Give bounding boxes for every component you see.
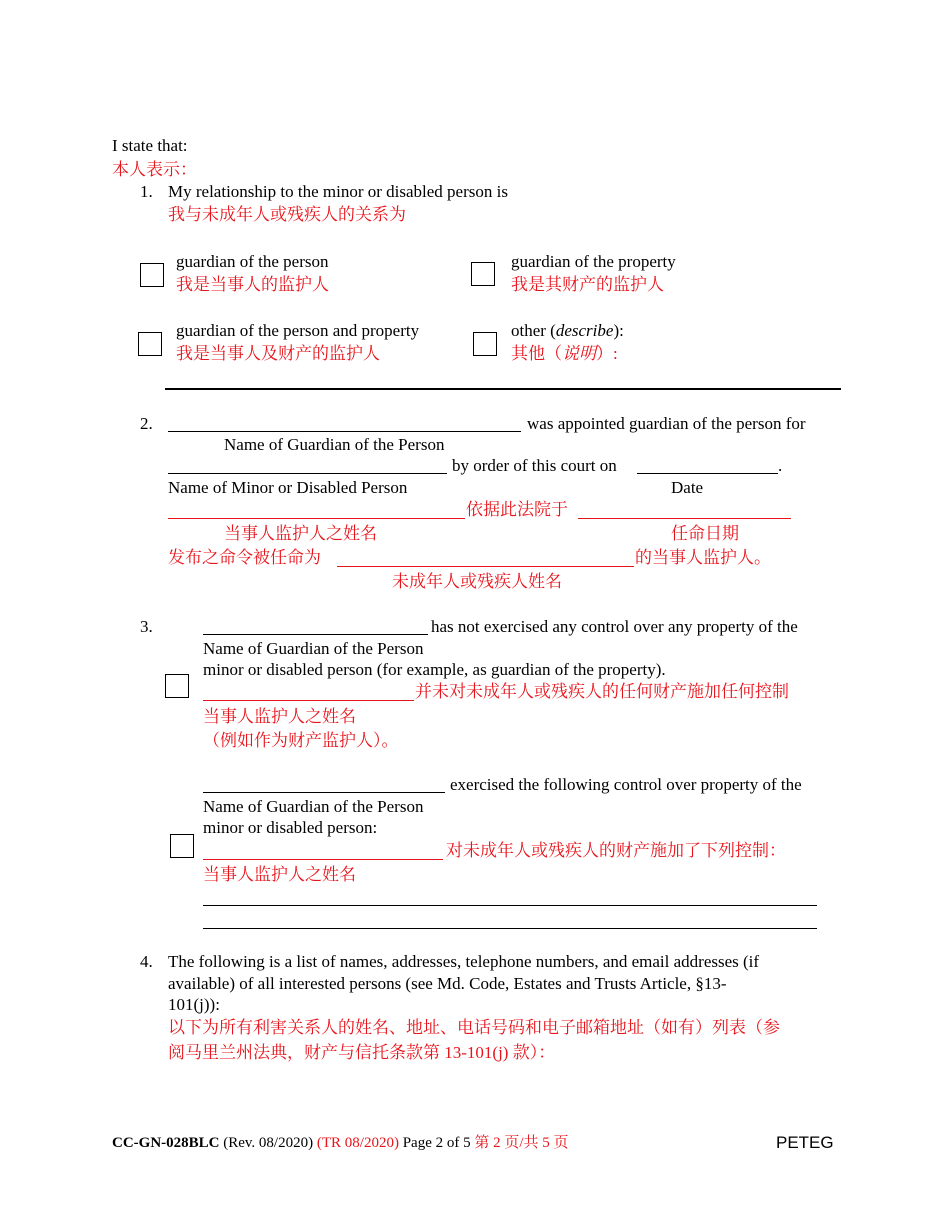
item4-text-zh-line1: 以下为所有利害关系人的姓名、地址、电话号码和电子邮箱地址（如有）列表（参	[168, 1018, 780, 1037]
item1-text: My relationship to the minor or disabled person is	[168, 182, 508, 201]
item3a-zh-line3: （例如作为财产监护人）。	[203, 731, 399, 750]
checkbox-guardian-property[interactable]	[471, 262, 495, 286]
item2-period: .	[778, 456, 783, 475]
checkbox-guardian-person-property[interactable]	[138, 332, 162, 356]
label-guardian-name-3b-zh: 当事人监护人之姓名	[203, 865, 356, 884]
guardian-name-line-zh[interactable]	[168, 518, 465, 519]
item1-number: 1.	[140, 182, 153, 201]
item3a-text: has not exercised any control over any property of the	[431, 617, 798, 636]
intro-text-zh: 本人表示：	[112, 160, 197, 179]
item3b-zh: 对未成年人或残疾人的财产施加了下列控制：	[446, 841, 786, 860]
item2-zh-line2-end: 的当事人监护人。	[635, 548, 771, 567]
minor-name-line-zh[interactable]	[337, 566, 634, 567]
option-guardian-property-zh: 我是其财产的监护人	[511, 275, 664, 294]
item3-number: 3.	[140, 617, 153, 636]
option-other-zh: 其他（说明）:	[511, 344, 618, 363]
checkbox-exercised-control[interactable]	[170, 834, 194, 858]
control-description-line-2[interactable]	[203, 928, 817, 929]
item2-zh-line1-text: 依据此法院于	[466, 500, 568, 519]
option-guardian-person-property: guardian of the person and property	[176, 321, 420, 340]
item3b-text: exercised the following control over property of the	[450, 775, 802, 794]
item2-zh-line2-start: 发布之命令被任命为	[168, 548, 321, 567]
footer-form-id: PETEG	[776, 1133, 834, 1152]
label-guardian-name: Name of Guardian of the Person	[224, 435, 445, 454]
footer-form-info: CC-GN-028BLC (Rev. 08/2020) (TR 08/2020) Page 2 of 5 第 2 页/共 5 页	[112, 1135, 569, 1151]
option-guardian-person-zh: 我是当事人的监护人	[176, 275, 329, 294]
item3b-line2: minor or disabled person:	[203, 818, 378, 837]
label-date: Date	[671, 478, 704, 497]
item3a-line2: minor or disabled person (for example, as guardian of the property).	[203, 660, 666, 679]
checkbox-no-control[interactable]	[165, 674, 189, 698]
label-minor-name: Name of Minor or Disabled Person	[168, 478, 408, 497]
option-guardian-person: guardian of the person	[176, 252, 329, 271]
option-guardian-property: guardian of the property	[511, 252, 676, 271]
option-other: other (describe):	[511, 321, 624, 340]
control-description-line-1[interactable]	[203, 905, 817, 906]
item4-text-line1: The following is a list of names, addresses, telephone numbers, and email addresses (if	[168, 952, 760, 971]
item4-text-zh-line2: 阅马里兰州法典，财产与信托条款第 13-101(j) 款）：	[168, 1043, 556, 1062]
item3a-zh: 并未对未成年人或残疾人的任何财产施加任何控制	[415, 682, 789, 701]
item1-text-zh: 我与未成年人或残疾人的关系为	[168, 205, 406, 224]
label-guardian-name-3b: Name of Guardian of the Person	[203, 797, 424, 816]
checkbox-guardian-person[interactable]	[140, 263, 164, 287]
guardian-name-line[interactable]	[168, 431, 521, 432]
item2-number: 2.	[140, 414, 153, 433]
label-guardian-name-3a: Name of Guardian of the Person	[203, 639, 424, 658]
guardian-name-line-3a[interactable]	[203, 634, 428, 635]
item4-text-line3: 101(j)):	[168, 995, 220, 1014]
checkbox-other[interactable]	[473, 332, 497, 356]
label-minor-name-zh: 未成年人或残疾人姓名	[392, 572, 562, 591]
guardian-name-line-3b-zh[interactable]	[203, 859, 443, 860]
item4-text-line2: available) of all interested persons (see Md. Code, Estates and Trusts Article, §13-	[168, 974, 727, 993]
minor-name-line[interactable]	[168, 473, 447, 474]
item2-line2-text: by order of this court on	[452, 456, 617, 475]
label-guardian-name-zh: 当事人监护人之姓名	[224, 524, 377, 543]
item4-number: 4.	[140, 952, 153, 971]
date-line-zh[interactable]	[578, 518, 791, 519]
label-date-zh: 任命日期	[671, 524, 739, 543]
guardian-name-line-3a-zh[interactable]	[203, 700, 414, 701]
date-line[interactable]	[637, 473, 778, 474]
item2-line1-text: was appointed guardian of the person for	[527, 414, 806, 433]
other-describe-line[interactable]	[165, 388, 841, 390]
guardian-name-line-3b[interactable]	[203, 792, 445, 793]
intro-text: I state that:	[112, 136, 188, 155]
option-guardian-person-property-zh: 我是当事人及财产的监护人	[176, 344, 380, 363]
label-guardian-name-3a-zh: 当事人监护人之姓名	[203, 707, 356, 726]
